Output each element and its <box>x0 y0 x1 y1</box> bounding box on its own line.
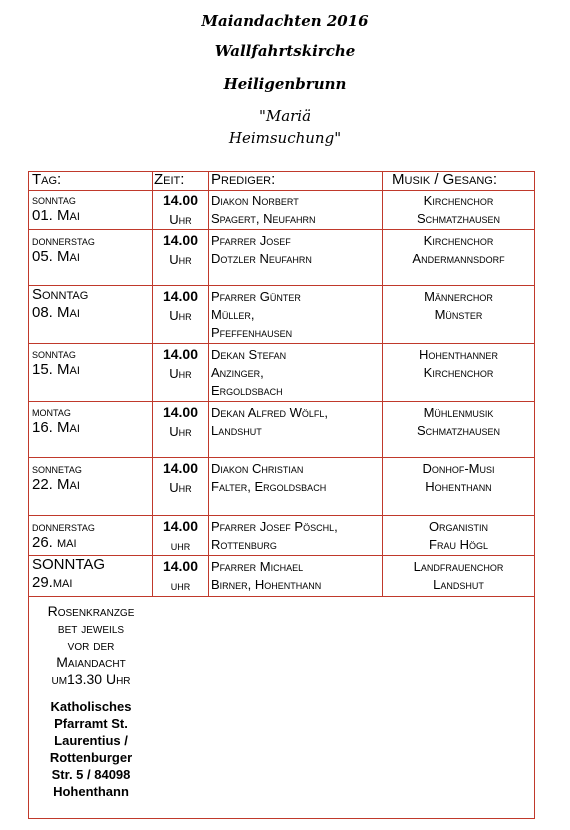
time-value: 14.00 <box>162 232 199 248</box>
time-value: 14.00 <box>162 346 199 362</box>
music-line: Donhof-Musi <box>422 461 495 476</box>
day-cell: sonntag <box>32 192 76 207</box>
row-divider <box>28 401 534 402</box>
music-line: Hohenthanner <box>419 347 498 362</box>
subtitle-line-1: "Mariä <box>258 107 312 125</box>
preacher-cell <box>211 460 326 496</box>
music-cell <box>383 558 534 594</box>
time-unit: Uhr <box>169 424 192 439</box>
time-cell <box>153 344 208 384</box>
preacher-line: Pfarrer Josef <box>211 233 291 248</box>
date-cell: 08. Mai <box>32 304 80 321</box>
parish-address <box>30 698 152 800</box>
time-unit: uhr <box>170 578 191 593</box>
preacher-line: Ergoldsbach <box>211 383 283 398</box>
music-cell <box>383 232 534 268</box>
date-cell: 16. Mai <box>32 419 80 436</box>
music-cell <box>383 192 534 228</box>
time-unit: Uhr <box>169 212 192 227</box>
row-divider <box>28 343 534 344</box>
column-header-tag: Tag: <box>32 171 62 188</box>
music-line: Kirchenchor <box>423 365 494 380</box>
music-cell <box>383 404 534 440</box>
preacher-line: Diakon Norbert <box>211 193 299 208</box>
title-line-2: Wallfahrtskirche <box>214 42 356 60</box>
rosary-line: um13.30 Uhr <box>51 671 131 687</box>
music-line: Andermannsdorf <box>412 251 505 266</box>
preacher-line: Dekan Stefan <box>211 347 287 362</box>
preacher-line: Falter, Ergoldsbach <box>211 479 327 494</box>
time-unit: Uhr <box>169 308 192 323</box>
column-header-musik: Musik / Gesang: <box>392 171 498 188</box>
time-unit: Uhr <box>169 252 192 267</box>
date-cell: 01. Mai <box>32 207 80 224</box>
date-cell: 05. Mai <box>32 248 80 265</box>
table-border-left <box>28 171 29 819</box>
preacher-line: Dekan Alfred Wölfl, <box>211 405 328 420</box>
time-cell <box>153 230 208 270</box>
row-divider <box>28 229 534 230</box>
time-unit: Uhr <box>169 480 192 495</box>
date-cell: 22. Mai <box>32 476 80 493</box>
rosary-note <box>30 603 152 688</box>
row-divider <box>28 515 534 516</box>
preacher-line: Birner, Hohenthann <box>211 577 322 592</box>
column-divider <box>208 171 209 597</box>
day-cell: sonntag <box>32 346 76 361</box>
day-cell: montag <box>32 404 71 419</box>
preacher-line: Anzinger, <box>211 365 264 380</box>
music-line: Organistin <box>428 519 489 534</box>
table-border-right <box>534 171 535 819</box>
music-line: Hohenthann <box>425 479 492 494</box>
date-cell: 26. mai <box>32 534 77 551</box>
music-cell <box>383 460 534 496</box>
music-line: Landshut <box>433 577 484 592</box>
rosary-line: bet jeweils <box>57 620 125 636</box>
time-cell <box>153 286 208 326</box>
preacher-line: Landshut <box>211 423 262 438</box>
subtitle-line-2: Heimsuchung" <box>228 129 342 147</box>
rosary-line: Rosenkranzge <box>47 603 135 619</box>
preacher-cell <box>211 404 328 440</box>
music-cell <box>383 346 534 382</box>
preacher-line: Pfeffenhausen <box>211 325 293 340</box>
time-value: 14.00 <box>162 288 199 304</box>
time-cell <box>153 458 208 498</box>
preacher-cell <box>211 558 321 594</box>
time-cell <box>153 556 208 596</box>
preacher-cell <box>211 346 286 400</box>
preacher-line: Diakon Christian <box>211 461 304 476</box>
music-cell <box>383 518 534 554</box>
preacher-line: Spagert, Neufahrn <box>211 211 316 226</box>
address-line: Rottenburger <box>49 750 133 765</box>
title-line-1: Maiandachten 2016 <box>201 12 369 30</box>
time-unit: Uhr <box>169 366 192 381</box>
music-line: Kirchenchor <box>423 193 494 208</box>
music-line: Münster <box>434 307 483 322</box>
music-line: Schmatzhausen <box>416 423 500 438</box>
preacher-line: Dotzler Neufahrn <box>211 251 312 266</box>
address-line: Hohenthann <box>53 784 129 799</box>
preacher-cell <box>211 192 315 228</box>
day-cell: SONNTAG <box>32 556 106 573</box>
date-cell: 29.mai <box>32 574 73 591</box>
time-cell <box>153 516 208 556</box>
music-line: Männerchor <box>424 289 493 304</box>
music-line: Landfrauenchor <box>413 559 504 574</box>
address-line: Laurentius / <box>54 733 128 748</box>
preacher-line: Rottenburg <box>211 537 277 552</box>
preacher-line: Pfarrer Josef Pöschl, <box>211 519 338 534</box>
time-value: 14.00 <box>162 460 199 476</box>
time-cell <box>153 402 208 442</box>
music-cell <box>383 288 534 324</box>
preacher-line: Pfarrer Günter <box>211 289 301 304</box>
day-cell: sonnetag <box>32 461 82 476</box>
preacher-cell <box>211 518 338 554</box>
day-cell: Sonntag <box>32 286 89 303</box>
date-cell: 15. Mai <box>32 361 80 378</box>
preacher-line: Müller, <box>211 307 255 322</box>
music-line: Kirchenchor <box>423 233 494 248</box>
day-cell: donnerstag <box>32 233 95 248</box>
time-unit: uhr <box>170 538 191 553</box>
time-value: 14.00 <box>162 404 199 420</box>
music-line: Schmatzhausen <box>416 211 500 226</box>
rosary-line: vor der <box>67 637 115 653</box>
music-line: Mühlenmusik <box>423 405 494 420</box>
table-border-bottom <box>28 818 534 819</box>
address-line: Pfarramt St. <box>54 716 128 731</box>
header-divider <box>28 190 534 191</box>
music-line: Frau Högl <box>429 537 488 552</box>
preacher-line: Pfarrer Michael <box>211 559 304 574</box>
row-divider <box>28 285 534 286</box>
title-line-3: Heiligenbrunn <box>223 75 347 93</box>
time-value: 14.00 <box>162 518 199 534</box>
preacher-cell <box>211 232 312 268</box>
preacher-cell <box>211 288 301 342</box>
column-header-zeit: Zeit: <box>154 171 185 188</box>
time-cell <box>153 190 208 230</box>
column-header-prediger: Prediger: <box>211 171 276 188</box>
rosary-line: Maiandacht <box>56 654 126 670</box>
address-line: Str. 5 / 84098 <box>51 767 131 782</box>
row-divider <box>28 596 534 597</box>
address-line: Katholisches <box>50 699 132 714</box>
time-value: 14.00 <box>162 192 199 208</box>
day-cell: donnerstag <box>32 519 95 534</box>
time-value: 14.00 <box>162 558 199 574</box>
row-divider <box>28 457 534 458</box>
